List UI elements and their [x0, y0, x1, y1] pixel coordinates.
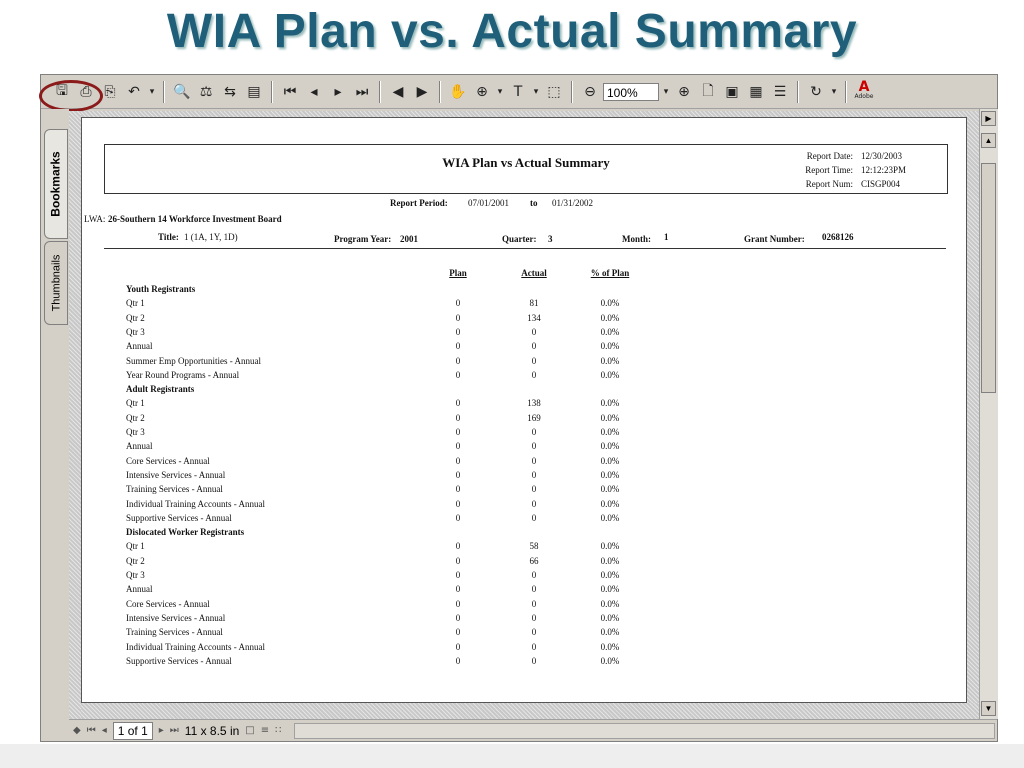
cell-actual: 0 — [531, 584, 537, 595]
cell-actual: 0 — [531, 512, 537, 523]
cell-pct: 0.0% — [600, 312, 620, 323]
cell-actual: 0 — [531, 326, 537, 337]
facing-icon[interactable]: ∷ — [275, 725, 282, 736]
report-period-label: Report Period: — [390, 198, 448, 208]
toolbar — [41, 75, 997, 109]
print-icon[interactable]: ⎙ — [80, 83, 92, 100]
text-select-icon[interactable]: T — [513, 83, 523, 100]
adobe-label: Adobe — [854, 92, 874, 100]
prev-page-icon[interactable]: ◂ — [310, 83, 318, 100]
cell-actual: 0 — [531, 484, 537, 495]
rotate-icon[interactable]: ↻ — [810, 83, 822, 100]
cell-actual: 0 — [531, 427, 537, 437]
table-row — [82, 370, 966, 384]
table-row — [82, 298, 966, 312]
report-num: CISGP004 — [861, 179, 901, 189]
section-header-row — [82, 284, 966, 298]
rotate-dropdown-icon[interactable]: ▾ — [831, 86, 837, 97]
table-row — [82, 398, 966, 412]
table-row — [82, 356, 966, 370]
hand-icon[interactable]: ✋ — [449, 83, 467, 100]
cell-plan: 0 — [455, 455, 461, 466]
cell-pct: 0.0% — [600, 627, 620, 638]
cell-actual: 0 — [531, 641, 537, 652]
cell-pct: 0.0% — [600, 455, 620, 466]
cell-plan: 0 — [455, 412, 461, 423]
row-label: Core Services - Annual — [126, 598, 210, 609]
row-label: Intensive Services - Annual — [126, 469, 226, 480]
row-label: Summer Emp Opportunities - Annual — [126, 355, 261, 366]
zoom-icon[interactable]: ⊕ — [476, 83, 488, 100]
cell-pct: 0.0% — [600, 655, 620, 666]
table-row — [82, 570, 966, 584]
table-row — [82, 627, 966, 641]
cell-actual: 0 — [531, 570, 537, 580]
cell-actual: 169 — [527, 412, 541, 423]
row-label: Qtr 1 — [126, 541, 145, 552]
cell-actual: 0 — [531, 469, 537, 480]
report-page — [81, 117, 967, 703]
cell-pct: 0.0% — [600, 469, 620, 480]
table-row — [82, 413, 966, 427]
single-page-icon[interactable]: □ — [245, 725, 255, 736]
back-icon[interactable]: ◀ — [392, 83, 404, 100]
cell-pct: 0.0% — [600, 498, 620, 509]
cell-plan: 0 — [455, 612, 461, 623]
cell-plan: 0 — [455, 484, 461, 495]
cell-pct: 0.0% — [600, 598, 620, 609]
page-indicator[interactable]: 1 of 1 — [113, 722, 153, 740]
cell-pct: 0.0% — [600, 512, 620, 523]
cell-plan: 0 — [455, 584, 461, 595]
cell-plan: 0 — [455, 427, 461, 437]
cell-actual: 138 — [527, 398, 541, 409]
table-row — [82, 613, 966, 627]
cell-pct: 0.0% — [600, 427, 620, 437]
table-row — [82, 642, 966, 656]
prev-page-icon[interactable]: ◂ — [101, 725, 107, 736]
viewer-background — [69, 111, 81, 719]
table-row — [82, 427, 966, 441]
cell-plan: 0 — [455, 469, 461, 480]
row-label: Intensive Services - Annual — [126, 612, 226, 623]
cell-plan: 0 — [455, 555, 461, 566]
title-label: Title: — [158, 232, 179, 242]
zoom-input[interactable]: 100% — [603, 83, 659, 101]
month-value: 1 — [664, 232, 669, 242]
fit-width-icon[interactable]: ▦ — [749, 83, 763, 100]
cell-plan: 0 — [455, 355, 461, 366]
section-header-row — [82, 527, 966, 541]
cell-plan: 0 — [455, 298, 461, 309]
table-row — [82, 441, 966, 455]
row-label: Annual — [126, 341, 153, 352]
cell-pct: 0.0% — [600, 298, 620, 309]
report-meta-values — [861, 149, 906, 191]
table-row — [82, 456, 966, 470]
cell-plan: 0 — [455, 598, 461, 609]
report-header-box — [104, 144, 948, 194]
cell-plan: 0 — [455, 541, 461, 552]
cell-plan: 0 — [455, 627, 461, 638]
table-row — [82, 513, 966, 527]
cell-plan: 0 — [455, 512, 461, 523]
report-time: 12:12:23PM — [861, 165, 907, 175]
report-period-from: 07/01/2001 — [468, 198, 510, 208]
zoom-in-icon[interactable]: ⊕ — [678, 83, 690, 100]
cell-actual: 0 — [531, 455, 537, 466]
section-header-row — [82, 384, 966, 398]
cell-actual: 0 — [531, 498, 537, 509]
cell-pct: 0.0% — [600, 355, 620, 366]
last-page-icon[interactable]: ⏭ — [355, 83, 369, 100]
toolbar-separator — [797, 81, 799, 103]
cell-pct: 0.0% — [600, 326, 620, 337]
row-label: Qtr 2 — [126, 312, 145, 323]
toolbar-separator — [571, 81, 573, 103]
text-select-dropdown-icon[interactable]: ▾ — [533, 86, 539, 97]
tab-thumbnails[interactable]: Thumbnails — [44, 241, 68, 325]
cell-pct: 0.0% — [600, 612, 620, 623]
tab-bookmarks[interactable]: Bookmarks — [44, 129, 68, 239]
scroll-up-icon[interactable]: ▲ — [981, 133, 996, 148]
cell-pct: 0.0% — [600, 412, 620, 423]
cell-pct: 0.0% — [600, 541, 620, 552]
zoom-out-icon[interactable]: ⊖ — [584, 83, 596, 100]
slide-title: WIA Plan vs. Actual Summary — [166, 5, 858, 58]
column-header-plan: Plan — [449, 268, 467, 278]
toolbar-separator — [845, 81, 847, 103]
lwa-label: LWA: — [84, 214, 106, 224]
copy-icon[interactable]: ⎘ — [104, 83, 116, 100]
row-label: Core Services - Annual — [126, 455, 210, 466]
report-period-to: 01/31/2002 — [552, 198, 594, 208]
cell-actual: 66 — [529, 555, 539, 566]
prev-view-icon[interactable]: ⇆ — [224, 83, 236, 100]
cell-plan: 0 — [455, 369, 461, 380]
quarter-label: Quarter: — [502, 234, 537, 244]
cell-plan: 0 — [455, 570, 461, 580]
table-row — [82, 313, 966, 327]
page-size: 11 x 8.5 in — [184, 723, 240, 738]
cell-actual: 0 — [531, 369, 537, 380]
grant-number-value: 0268126 — [822, 232, 854, 242]
cell-actual: 0 — [531, 355, 537, 366]
row-label: Qtr 2 — [126, 412, 145, 423]
table-row — [82, 541, 966, 555]
row-label: Annual — [126, 441, 153, 452]
cell-actual: 81 — [529, 298, 539, 309]
row-label: Year Round Programs - Annual — [126, 369, 240, 380]
graphics-select-icon[interactable]: ⬚ — [547, 83, 561, 100]
zoom-select-dropdown-icon[interactable]: ▾ — [663, 86, 669, 97]
report-title: WIA Plan vs Actual Summary — [442, 155, 610, 170]
adobe-icon[interactable]: A Adobe — [854, 78, 874, 100]
cell-plan: 0 — [455, 441, 461, 452]
row-label: Qtr 1 — [126, 398, 145, 409]
table-row — [82, 499, 966, 513]
program-year-value: 2001 — [400, 234, 418, 244]
panel-icon[interactable]: ▤ — [247, 83, 261, 100]
cell-plan: 0 — [455, 341, 461, 352]
table-row — [82, 556, 966, 570]
vertical-scrollbar[interactable] — [979, 109, 998, 719]
undo-dropdown-icon[interactable]: ▾ — [149, 86, 155, 97]
row-label: Qtr 3 — [126, 570, 145, 580]
quarter-value: 3 — [548, 234, 553, 244]
next-page-icon[interactable]: ▸ — [158, 725, 164, 736]
cell-plan: 0 — [455, 326, 461, 337]
row-label: Individual Training Accounts - Annual — [126, 641, 265, 652]
undo-icon[interactable]: ↶ — [128, 83, 140, 100]
cell-actual: 0 — [531, 341, 537, 352]
horizontal-scrollbar[interactable] — [294, 723, 996, 739]
table-row — [82, 584, 966, 598]
fit-page-icon[interactable]: ▣ — [725, 83, 739, 100]
scroll-down-icon[interactable]: ▼ — [981, 701, 996, 716]
forward-icon[interactable]: ▶ — [416, 83, 428, 100]
toolbar-separator — [379, 81, 381, 103]
report-meta-labels: Report Date: Report Time: Report Num: — [805, 151, 853, 189]
actual-size-icon[interactable]: 🗋 — [702, 82, 714, 99]
cell-actual: 58 — [529, 541, 539, 552]
find-icon[interactable]: 🔍 — [173, 83, 191, 100]
column-header-pct-of-plan: % of Plan — [590, 268, 630, 278]
header-divider — [104, 248, 946, 249]
report-date: 12/30/2003 — [861, 151, 903, 161]
cell-actual: 0 — [531, 627, 537, 638]
cell-actual: 0 — [531, 441, 537, 452]
table-row — [82, 484, 966, 498]
split-handle-icon[interactable]: ◆ — [73, 725, 81, 736]
next-page-icon[interactable]: ▸ — [334, 83, 342, 100]
row-label: Annual — [126, 584, 153, 595]
row-label: Individual Training Accounts - Annual — [126, 498, 265, 509]
search-icon[interactable]: ⚖ — [199, 83, 213, 100]
cell-plan: 0 — [455, 498, 461, 509]
row-label: Qtr 3 — [126, 427, 145, 437]
cell-actual: 0 — [531, 612, 537, 623]
toolbar-separator — [271, 81, 273, 103]
cell-pct: 0.0% — [600, 484, 620, 495]
row-label: Training Services - Annual — [126, 627, 223, 638]
column-header-actual: Actual — [521, 268, 547, 278]
row-label: Training Services - Annual — [126, 484, 223, 495]
cell-pct: 0.0% — [600, 641, 620, 652]
first-page-icon[interactable]: ⏮ — [283, 83, 297, 100]
last-page-icon[interactable]: ⏭ — [169, 725, 179, 736]
cell-plan: 0 — [455, 398, 461, 409]
table-row — [82, 327, 966, 341]
save-icon[interactable]: 🖫 — [56, 82, 68, 99]
title-value: 1 (1A, 1Y, 1D) — [184, 232, 238, 242]
toolbar-separator — [163, 81, 165, 103]
cell-pct: 0.0% — [600, 555, 620, 566]
reflow-icon[interactable]: ☰ — [773, 83, 787, 100]
cell-actual: 134 — [527, 312, 541, 323]
report-viewer-window — [40, 74, 998, 742]
cell-pct: 0.0% — [600, 570, 620, 580]
cell-pct: 0.0% — [600, 584, 620, 595]
table-row — [82, 470, 966, 484]
table-row — [82, 341, 966, 355]
row-label: Dislocated Worker Registrants — [126, 527, 245, 538]
navigation-pane — [41, 109, 69, 739]
table-row — [82, 599, 966, 613]
table-row — [82, 656, 966, 670]
cell-actual: 0 — [531, 655, 537, 666]
cell-plan: 0 — [455, 655, 461, 666]
cell-pct: 0.0% — [600, 398, 620, 409]
row-label: Youth Registrants — [126, 284, 196, 294]
slide-footer — [0, 744, 1024, 768]
cell-plan: 0 — [455, 312, 461, 323]
row-label: Qtr 1 — [126, 298, 145, 309]
cell-pct: 0.0% — [600, 441, 620, 452]
row-label: Supportive Services - Annual — [126, 512, 232, 523]
viewer-background — [967, 111, 979, 719]
cell-pct: 0.0% — [600, 369, 620, 380]
zoom-dropdown-icon[interactable]: ▾ — [497, 86, 503, 97]
continuous-icon[interactable]: ≡ — [260, 725, 270, 736]
scrollbar-thumb[interactable] — [981, 163, 996, 393]
scroll-right-icon[interactable]: ▶ — [981, 111, 996, 126]
row-label: Adult Registrants — [126, 384, 195, 395]
program-year-label: Program Year: — [334, 234, 392, 244]
cell-plan: 0 — [455, 641, 461, 652]
viewer-background — [81, 703, 979, 719]
row-label: Qtr 2 — [126, 555, 145, 566]
row-label: Supportive Services - Annual — [126, 655, 232, 666]
toolbar-separator — [439, 81, 441, 103]
status-bar — [69, 719, 997, 741]
report-period-to-label: to — [530, 198, 538, 208]
first-page-icon[interactable]: ⏮ — [86, 725, 96, 736]
cell-pct: 0.0% — [600, 341, 620, 352]
lwa-value: 26-Southern 14 Workforce Investment Board — [108, 214, 282, 224]
row-label: Qtr 3 — [126, 326, 145, 337]
grant-number-label: Grant Number: — [744, 234, 805, 244]
month-label: Month: — [622, 234, 651, 244]
cell-actual: 0 — [531, 598, 537, 609]
